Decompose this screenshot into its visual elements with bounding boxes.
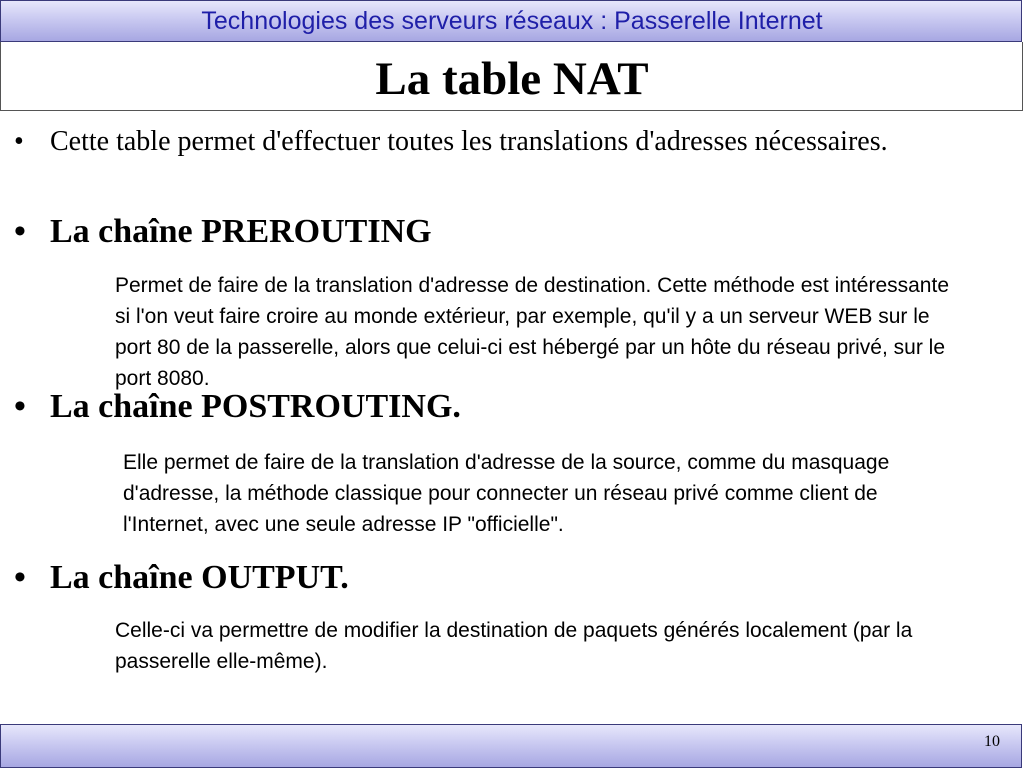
page-number: 10	[984, 733, 1000, 750]
slide-title: La table NAT	[375, 53, 649, 105]
bullet-text: Cette table permet d'effectuer toutes les translations d'adresses nécessaires.	[50, 126, 888, 157]
slide-subject: Technologies des serveurs réseaux : Passerelle Internet	[201, 7, 823, 35]
output-description: Celle-ci va permettre de modifier la destination de paquets générés localement (par la passerelle elle-même).	[115, 619, 913, 673]
bullet-marker: •	[14, 213, 26, 250]
postrouting-description: Elle permet de faire de la translation d'adresse de la source, comme du masquage d'adresse, la méthode classique pour connecter un réseau privé comme client de l'Internet, avec une seule adresse IP "officielle".	[123, 451, 890, 536]
bullet-heading: La chaîne OUTPUT.	[50, 559, 349, 596]
footer-band	[0, 724, 1022, 768]
bullet-heading: La chaîne POSTROUTING.	[50, 388, 461, 425]
bullet-heading: La chaîne PREROUTING	[50, 213, 432, 250]
bullet-marker: •	[14, 126, 24, 157]
prerouting-description: Permet de faire de la translation d'adresse de destination. Cette méthode est intéressante si l'on veut faire croire au monde extérieur, par exemple, qu'il y a un serveur WEB sur le port 80 de la passerelle, alors que celui-ci est hébergé par un hôte du réseau privé, sur le port 8080.	[115, 274, 950, 390]
bullet-marker: •	[14, 388, 26, 425]
bullet-marker: •	[14, 559, 26, 596]
